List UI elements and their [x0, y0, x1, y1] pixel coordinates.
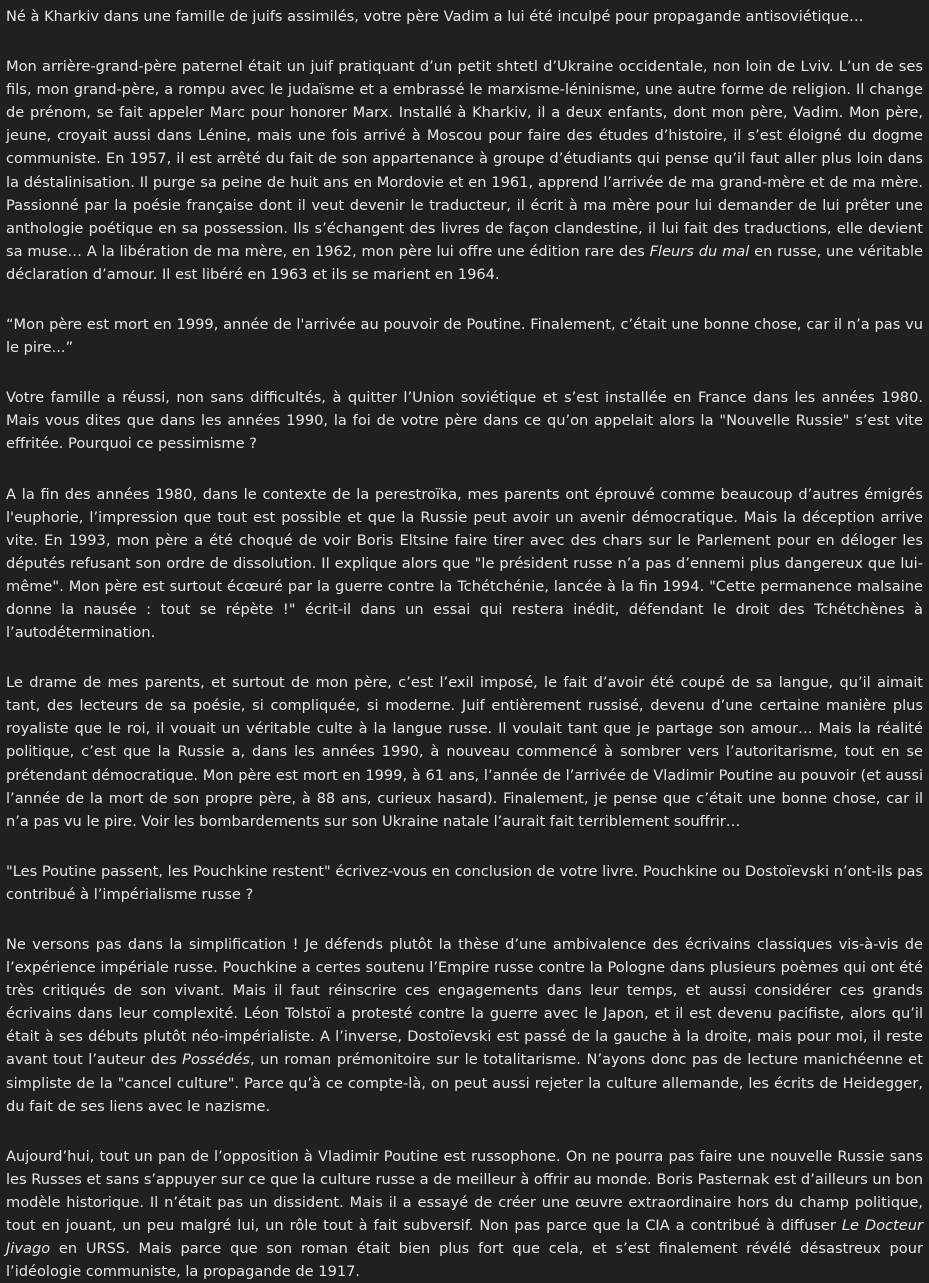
book-title: Possédés	[182, 1051, 250, 1069]
intro-question: Né à Kharkiv dans une famille de juifs assimilés, votre père Vadim a lui été inculpé pour propagande antisoviétique…	[6, 8, 864, 25]
text-segment: Aujourd’hui, tout un pan de l’opposition à Vladimir Poutine est russophone. On ne pourra pas faire une nouvelle Russie sans les Russes et sans s’appuyer sur ce que la culture russe a de meilleur à offrir au monde. Boris Pasternak est d’ailleurs un bon modèle historique. Il n’était pas un dissident. Mais il a essayé de créer une œuvre extraordinaire hors du champ politique, tout en jouant, un peu malgré lui, un rôle tout à fait subversif. Non pas parce que la CIA a contribué à diffuser	[6, 1147, 923, 1235]
interview-question: "Les Poutine passent, les Pouchkine restent" écrivez-vous en conclusion de votre livre. Pouchkine ou Dostoïevski n’ont-ils pas contribué à l’impérialisme russe ?	[6, 862, 923, 903]
text-segment: en russe, une véritable déclaration d’amour. Il est libéré en 1963 et ils se marient en 1964.	[6, 242, 923, 283]
interview-question: Votre famille a réussi, non sans difficultés, à quitter l’Union soviétique et s’est installée en France dans les années 1980. Mais vous dites que dans les années 1990, la foi de votre père dans ce qu’on appelait alors la "Nouvelle Russie" s’est vite effritée. Pourquoi ce pessimisme ?	[6, 389, 923, 453]
book-title: Fleurs du mal	[649, 242, 750, 260]
text-segment: Mon arrière-grand-père paternel était un juif pratiquant d’un petit shtetl d’Ukraine occidentale, non loin de Lviv. L’un de ses fils, mon grand-père, a rompu avec le judaïsme et a embrassé le marxisme-léninisme, une autre forme de religion. Il change de prénom, se fait appeler Marc pour honorer Marx. Installé à Kharkiv, il a deux enfants, dont mon père, Vadim. Mon père, jeune, croyait aussi dans Lénine, mais une fois arrivé à Moscou pour faire des études d’histoire, il s’est éloigné du dogme communiste. En 1957, il est arrêté du fait de son appartenance à groupe d’étudiants qui pense qu’il faut aller plus loin dans la déstalinisation. Il purge sa peine de huit ans en Mordovie et en 1961, apprend l’arrivée de ma grand-mère et de ma mère. Passionné par la poésie française dont il veut devenir le traducteur, il écrit à ma mère pour lui demander de lui prêter une anthologie poétique en sa possession. Ils s’échangent des livres de façon clandestine, il lui fait des traductions, elle devient sa muse… A la libération de ma mère, en 1962, mon père lui offre une édition rare des	[6, 58, 923, 260]
text-segment: Ne versons pas dans la simplification ! Je défends plutôt la thèse d’une ambivalence des écrivains classiques vis-à-vis de l’expérience impériale russe. Pouchkine a certes soutenu l’Empire russe contre la Pologne dans plusieurs poèmes qui ont été très critiqués de son vivant. Mais il faut réinscrire ces engagements dans leur temps, et aussi considérer ces grands écrivains dans leur complexité. Léon Tolstoï a protesté contre la guerre avec le Japon, et il est devenu pacifiste, alors qu’il était à ses débuts plutôt néo-impérialiste. A l’inverse, Dostoïevski est passé de la gauche à la droite, mais pour moi, il reste avant tout l’auteur des	[6, 936, 923, 1069]
text-segment: , un roman prémonitoire sur le totalitarisme. N’ayons donc pas de lecture manichéenne et simpliste de la "cancel culture". Parce qu’à ce compte-là, on peut aussi rejeter la culture allemande, les écrits de Heidegger, du fait de ses liens avec le nazisme.	[6, 1051, 923, 1115]
answer-paragraph: A la fin des années 1980, dans le contexte de la perestroïka, mes parents ont éprouvé comme beaucoup d’autres émigrés l'euphorie, l’impression que tout est possible et que la Russie peut avoir un avenir démocratique. Mais la déception arrive vite. En 1993, mon père a été choqué de voir Boris Eltsine faire tirer avec des chars sur le Parlement pour en déloger les députés refusant son ordre de dissolution. Il explique alors que "le président russe n’a pas d’ennemi plus dangereux que lui-même". Mon père est surtout écœuré par la guerre contre la Tchétchénie, lancée à la fin 1994. "Cette permanence malsaine donne la nausée : tout se répète !" écrit-il dans un essai qui restera inédit, défendant le droit des Tchétchènes à l’autodétermination.	[6, 485, 923, 642]
answer-paragraph	[6, 933, 923, 1118]
answer-paragraph	[6, 55, 923, 286]
book-title: Le Docteur Jivago	[6, 1217, 923, 1258]
article-body	[6, 5, 923, 1283]
answer-paragraph	[6, 1145, 923, 1283]
answer-paragraph: Le drame de mes parents, et surtout de mon père, c’est l’exil imposé, le fait d’avoir été coupé de sa langue, qu’il aimait tant, des lecteurs de sa poésie, si compliquée, si moderne. Juif entièrement russisé, devenu d’une certaine manière plus royaliste que le roi, il vouait un véritable culte à la langue russe. Il voulait tant que je partage son amour… Mais la réalité politique, c’est que la Russie a, dans les années 1990, à nouveau commencé à sombrer vers l’autoritarisme, tout en se prétendant démocratique. Mon père est mort en 1999, à 61 ans, l’année de l’arrivée de Vladimir Poutine au pouvoir (et aussi l’année de la mort de son propre père, à 88 ans, curieux hasard). Finalement, je pense que c’était une bonne chose, car il n’a pas vu le pire. Voir les bombardements sur son Ukraine natale l’aurait fait terriblement souffrir…	[6, 674, 923, 830]
pull-quote: “Mon père est mort en 1999, année de l'arrivée au pouvoir de Poutine. Finalement, c’était une bonne chose, car il n’a pas vu le pire...”	[6, 316, 923, 357]
text-segment: en URSS. Mais parce que son roman était bien plus fort que cela, et s’est finalement révélé désastreux pour l’idéologie communiste, la propagande de 1917.	[6, 1240, 923, 1281]
